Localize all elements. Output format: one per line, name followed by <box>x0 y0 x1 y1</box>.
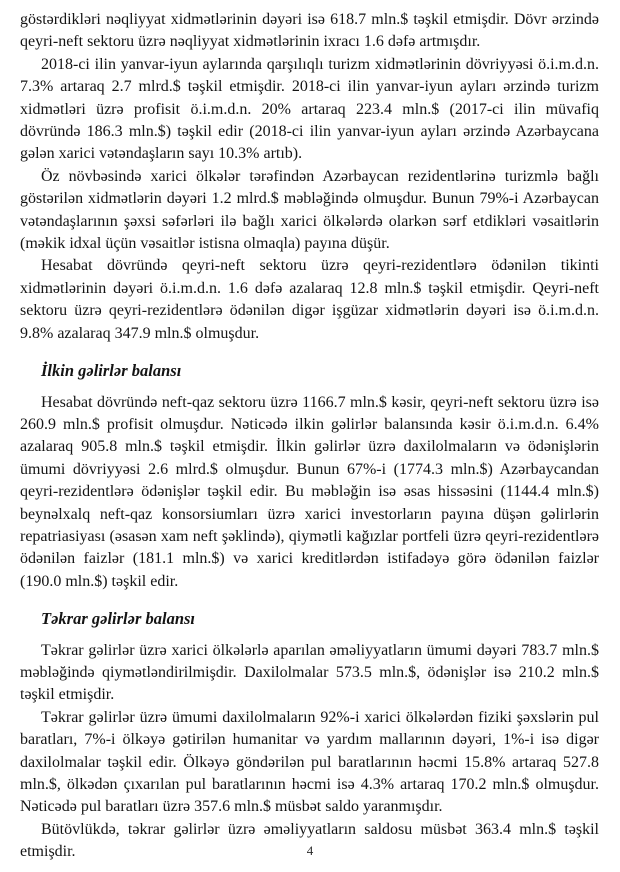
paragraph-tourism-turnover: 2018-ci ilin yanvar-iyun aylarında qarşılıqlı turizm xidmətlərinin dövriyyəsi ö.i.m.d.n. 7.3% artaraq 2.7 mlrd.$ təşkil etmişdir. 2018-ci ilin yanvar-iyun ayları ərzində turizm xidmətləri üzrə profisit ö.i.m.d.n. 20% artaraq 223.4 mln.$ (2017-ci ilin müvafiq dövründə 186.3 mln.$) təşkil edir (2018-ci ilin yanvar-iyun ayları ərzində Azərbaycana gələn xarici vətəndaşların sayı 10.3% artıb). <box>20 55 599 163</box>
paragraph-construction-services: Hesabat dövründə qeyri-neft sektoru üzrə qeyri-rezidentlərə ödənilən tikinti xidmətlərinin dəyəri ö.i.m.d.n. 1.6 dəfə azalaraq 12.8 mln.$ təşkil etmişdir. Qeyri-neft sektoru üzrə qeyri-rezidentlərə ödənilən digər işgüzar xidmətlərin dəyəri isə ö.i.m.d.n. 9.8% azalaraq 347.9 mln.$ olmuşdur. <box>20 257 599 342</box>
paragraph-primary-income: Hesabat dövründə neft-qaz sektoru üzrə 1166.7 mln.$ kəsir, qeyri-neft sektoru üzrə isə 260.9 mln.$ profisit olmuşdur. Nəticədə ilkin gəlirlər balansında kəsir ö.i.m.d.n. 6.4% azalaraq 905.8 mln.$ təşkil etmişdir. İlkin gəlirlər üzrə daxilolmaların və ödənişlərin ümumi dövriyyəsi 2.6 mlrd.$ olmuşdur. Bunun 67%-i (1774.3 mln.$) Azərbaycandan qeyri-rezidentlərə ödənişlər təşkil edir. Bu məbləğin isə əsas hissəsini (1144.4 mln.$) beynəlxalq neft-qaz konsorsiumları üzrə xarici investorların payına düşən gəlirlərin repatriasiyası (əsasən xam neft şəklində), qiymətli kağızlar portfeli üzrə qeyri-rezidentlərə ödənilən faizlər (181.1 mln.$) və xarici kreditlərdən istifadəyə görə ödənilən faizlər (190.0 mln.$) təşkil edir. <box>20 393 599 590</box>
paragraph-secondary-income-total: Təkrar gəlirlər üzrə xarici ölkələrlə aparılan əməliyyatların ümumi dəyəri 783.7 mln.$ məbləğində qiymətləndirilmişdir. Daxilolmalar 573.5 mln.$, ödənişlər isə 210.2 mln.$ təşkil etmişdir. <box>20 641 599 704</box>
paragraph-secondary-income-balance: Bütövlükdə, təkrar gəlirlər üzrə əməliyyatların saldosu müsbət 363.4 mln.$ təşkil etmişdir. <box>20 820 599 861</box>
section-heading-primary-income: İlkin gəlirlər balansı <box>41 361 182 381</box>
paragraph-transport-services: göstərdikləri nəqliyyat xidmətlərinin dəyəri isə 618.7 mln.$ təşkil etmişdir. Dövr ərzində qeyri-neft sektoru üzrə nəqliyyat xidmətlərinin ixracı 1.6 dəfə artmışdır. <box>20 11 599 51</box>
page-number: 4 <box>306 843 314 858</box>
section-heading-secondary-income: Təkrar gəlirlər balansı <box>41 609 196 629</box>
paragraph-remittances: Təkrar gəlirlər üzrə ümumi daxilolmaların 92%-i xarici ölkələrdən fiziki şəxslərin pul baratları, 7%-i ölkəyə gətirilən humanitar və yardım mallarının dəyəri, 1%-i isə digər daxilolmalar təşkil edir. Ölkəyə göndərilən pul baratlarının həcmi 15.8% artaraq 527.8 mln.$, ölkədən çıxarılan pul baratlarının həcmi isə 4.3% artaraq 170.2 mln.$ olmuşdur. Nəticədə pul baratları üzrə 357.6 mln.$ müsbət saldo yaranmışdır. <box>20 708 599 816</box>
paragraph-tourism-residents: Öz növbəsində xarici ölkələr tərəfindən Azərbaycan rezidentlərinə turizmlə bağlı göstərilən xidmətlərin dəyəri 1.2 mlrd.$ məbləğində olmuşdur. Bunun 79%-i Azərbaycan vətəndaşlarının şəxsi səfərləri ilə bağlı xarici ölkələrdə olarkən sərf etdikləri vəsaitlərin (məkik idxal üçün vəsaitlər istisna olmaqla) payına düşür. <box>20 167 599 253</box>
document-body <box>20 9 599 864</box>
